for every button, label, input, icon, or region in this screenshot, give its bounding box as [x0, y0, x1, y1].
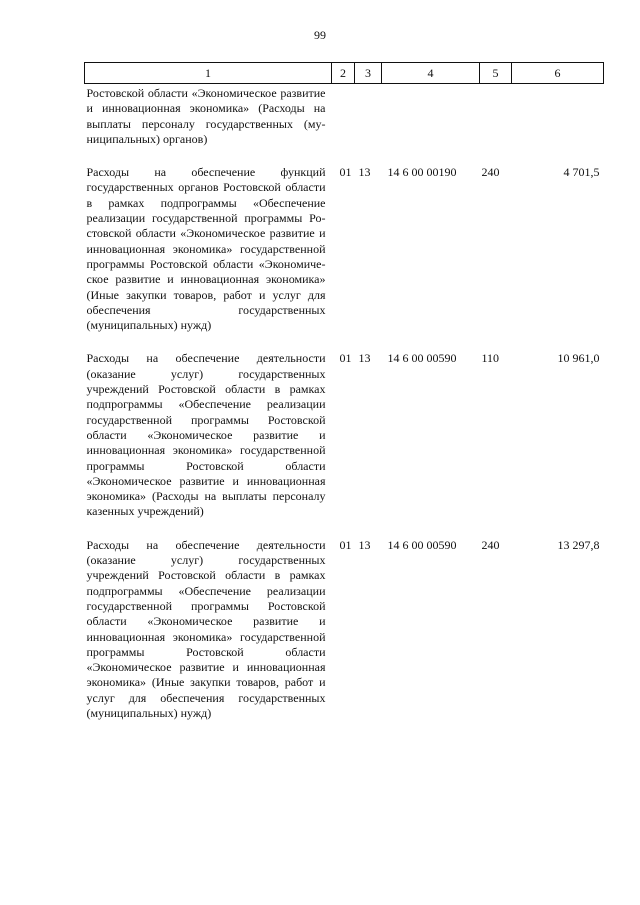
row-target-article-code: 14 6 00 00190: [387, 165, 457, 180]
row-expense-type-code: 110: [481, 351, 500, 366]
budget-table: [84, 62, 604, 721]
row-description: Расходы на обеспечение деятельности (оказание услуг) государственных учреждений Ростовской области в рамках подпрограммы «Обеспечение реализации государственной программы Ростовской области «Экономическое развитие и инновационная экономика» государственной программы Ростовской области «Экономическое развитие и инновационная экономика» (Расходы на выплаты персоналу казенных учреждений): [86, 351, 326, 519]
row-section-code: 01: [339, 165, 352, 180]
table-body: [85, 84, 604, 722]
row-target-article-code: 14 6 00 00590: [387, 537, 457, 552]
row-section-code: 01: [339, 537, 352, 552]
table-row: [85, 84, 604, 166]
row-amount: 13 297,8: [557, 537, 600, 552]
row-description: Расходы на обеспечение функций государственных органов Ростовской области в рамках подпрограммы «Обеспечение реализации государственной программы Ростовской области «Экономическое развитие и инновационная экономика» государственной программы Ростовской области «Экономическое развитие и инновационная экономика» (Иные закупки товаров, работ и услуг для обеспечения государственных (муниципальных) нужд): [86, 165, 326, 333]
row-section-code: 01: [339, 351, 352, 366]
table-header: [85, 63, 604, 84]
header-row: [85, 63, 604, 84]
row-expense-type-code: [480, 84, 512, 166]
row-amount: [512, 84, 604, 166]
header-col-5: 5: [480, 63, 512, 84]
table-row: [85, 165, 604, 351]
row-subsection-code: [355, 84, 382, 166]
row-target-article-code: 14 6 00 00590: [387, 351, 457, 366]
row-description: Расходы на обеспечение деятельности (оказание услуг) государственных учреждений Ростовской области в рамках подпрограммы «Обеспечение реализации государственной программы Ростовской области «Экономическое развитие и инновационная экономика» государственной программы Ростовской области «Экономическое развитие и инновационная экономика» (Иные закупки товаров, работ и услуг для обеспечения государственных (муниципальных) нужд): [86, 537, 326, 720]
row-expense-type-code: 240: [481, 537, 500, 552]
header-col-4: 4: [382, 63, 480, 84]
table-row: [85, 351, 604, 537]
row-section-code: [332, 84, 355, 166]
row-subsection-code: 13: [358, 165, 371, 180]
row-amount: 4 701,5: [563, 165, 600, 180]
header-col-1: 1: [85, 63, 332, 84]
row-expense-type-code: 240: [481, 165, 500, 180]
header-col-3: 3: [355, 63, 382, 84]
row-amount: 10 961,0: [557, 351, 600, 366]
page-number: 99: [314, 28, 326, 42]
row-target-article-code: [382, 84, 480, 166]
header-col-2: 2: [332, 63, 355, 84]
row-subsection-code: 13: [358, 537, 371, 552]
row-subsection-code: 13: [358, 351, 371, 366]
header-col-6: 6: [512, 63, 604, 84]
table-row: [85, 538, 604, 722]
row-description: Ростовской области «Экономическое развитие и инновационная экономика» (Расходы на выплаты персоналу государственных (муниципальных) органов): [86, 86, 326, 146]
